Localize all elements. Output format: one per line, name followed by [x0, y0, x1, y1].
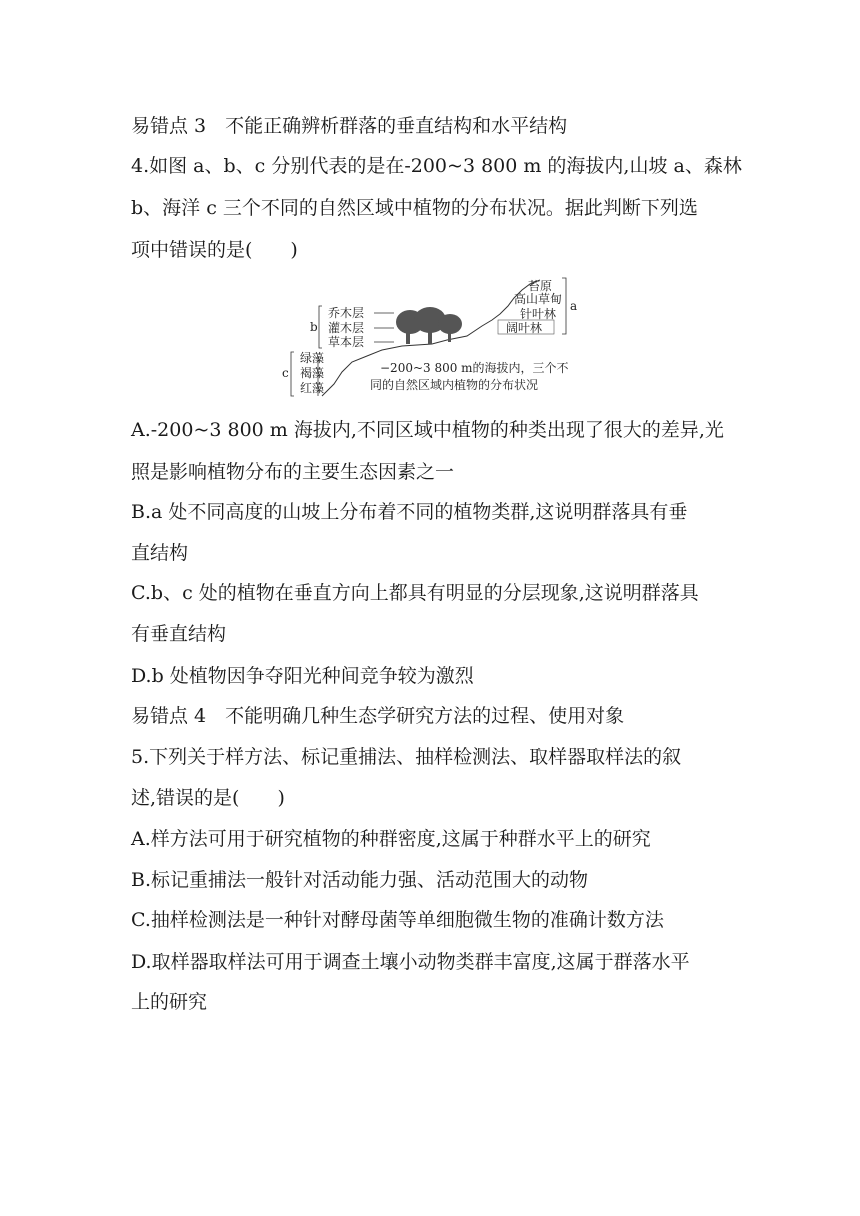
bracket-label-b: b — [310, 320, 318, 334]
label-tree-layer: 乔木层 — [328, 306, 365, 320]
q4-option-b-line-1: B.a 处不同高度的山坡上分布着不同的植物类群,这说明群落具有垂 — [131, 501, 688, 523]
label-alpine-meadow: 高山草甸 — [514, 292, 563, 306]
q5-stem-line-1: 5.下列关于样方法、标记重捕法、抽样检测法、取样器取样法的叙 — [131, 746, 682, 768]
bracket-label-a: a — [570, 299, 578, 313]
section-4-heading: 易错点 4 不能明确几种生态学研究方法的过程、使用对象 — [131, 705, 625, 727]
q4-option-a-line-2: 照是影响植物分布的主要生态因素之一 — [131, 461, 455, 483]
figure-caption-line-1: −200~3 800 m的海拔内，三个不 — [380, 361, 569, 375]
q4-option-d-line-1: D.b 处植物因争夺阳光种间竞争较为激烈 — [131, 665, 474, 687]
label-green-algae: 绿藻 — [300, 351, 325, 365]
label-coniferous-forest: 针叶林 — [520, 307, 557, 321]
label-brown-algae: 褐藻 — [300, 366, 325, 380]
q4-stem-line-1: 4.如图 a、b、c 分别代表的是在-200~3 800 m 的海拔内,山坡 a、森林 — [131, 155, 742, 177]
forest-trees — [396, 307, 462, 344]
q4-stem-line-3: 项中错误的是( ) — [131, 239, 298, 261]
q4-option-c-line-1: C.b、c 处的植物在垂直方向上都具有明显的分层现象,这说明群落具 — [131, 582, 699, 604]
label-herb-layer: 草本层 — [328, 335, 365, 349]
section-3-heading: 易错点 3 不能正确辨析群落的垂直结构和水平结构 — [131, 115, 568, 137]
q5-stem-line-2: 述,错误的是( ) — [131, 787, 285, 809]
q4-stem-line-2: b、海洋 c 三个不同的自然区域中植物的分布状况。据此判断下列选 — [131, 197, 698, 219]
vegetation-distribution-figure — [282, 276, 587, 400]
label-red-algae: 红藻 — [300, 381, 325, 395]
figure-caption-line-2: 同的自然区域内植物的分布状况 — [370, 378, 539, 392]
q5-option-c: C.抽样检测法是一种针对酵母菌等单细胞微生物的准确计数方法 — [131, 909, 664, 931]
bracket-label-c: c — [282, 366, 289, 380]
label-tundra: 苔原 — [528, 279, 553, 293]
q5-option-b: B.标记重捕法一般针对活动能力强、活动范围大的动物 — [131, 869, 589, 891]
q5-option-d-line-2: 上的研究 — [131, 991, 208, 1013]
q4-option-b-line-2: 直结构 — [131, 542, 189, 564]
q5-option-a: A.样方法可用于研究植物的种群密度,这属于种群水平上的研究 — [131, 828, 651, 850]
q4-option-a-line-1: A.-200~3 800 m 海拔内,不同区域中植物的种类出现了很大的差异,光 — [131, 419, 724, 441]
label-broadleaf-forest: 阔叶林 — [506, 321, 543, 335]
label-shrub-layer: 灌木层 — [328, 321, 365, 335]
q4-option-c-line-2: 有垂直结构 — [131, 623, 227, 645]
q5-option-d-line-1: D.取样器取样法可用于调查土壤小动物类群丰富度,这属于群落水平 — [131, 951, 690, 973]
